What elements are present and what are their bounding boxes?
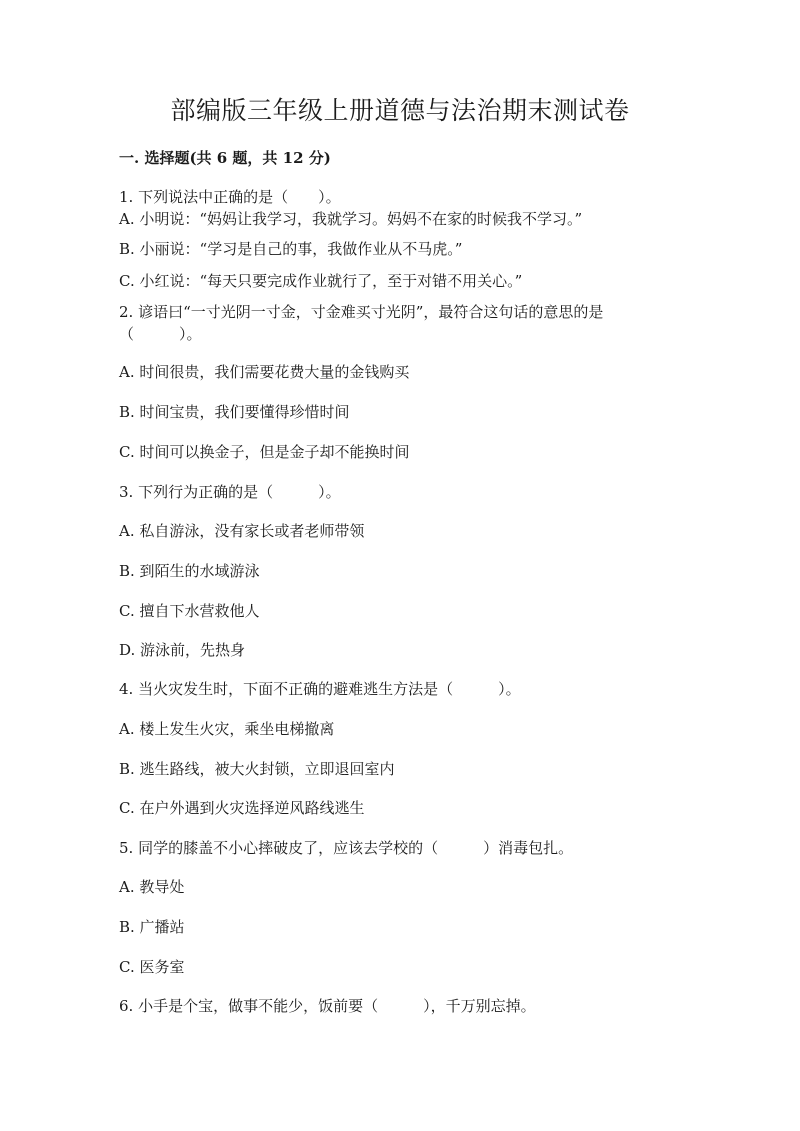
question-1-option-a: A. 小明说：“妈妈让我学习，我就学习。妈妈不在家的时候我不学习。”	[119, 210, 583, 228]
question-5-stem: 5. 同学的膝盖不小心摔破皮了，应该去学校的（ ）消毒包扎。	[119, 839, 574, 857]
question-3-option-b: B. 到陌生的水域游泳	[119, 562, 260, 580]
question-2-stem-continued: （ ）。	[119, 325, 202, 343]
question-5-option-c: C. 医务室	[119, 958, 185, 976]
question-4-option-c: C. 在户外遇到火灾选择逆风路线逃生	[119, 799, 365, 817]
question-4-option-b: B. 逃生路线，被大火封锁，立即退回室内	[119, 760, 395, 778]
question-2-stem: 2. 谚语曰“一寸光阴一寸金，寸金难买寸光阴”，最符合这句话的意思的是	[119, 303, 604, 321]
question-5-option-b: B. 广播站	[119, 918, 185, 936]
question-1-stem: 1. 下列说法中正确的是（ ）。	[119, 188, 341, 206]
question-2-option-b: B. 时间宝贵，我们要懂得珍惜时间	[119, 403, 350, 421]
question-1-option-c: C. 小红说：“每天只要完成作业就行了，至于对错不用关心。”	[119, 272, 523, 290]
question-3-option-d: D. 游泳前，先热身	[119, 641, 246, 659]
question-2-option-a: A. 时间很贵，我们需要花费大量的金钱购买	[119, 363, 410, 381]
question-1-option-b: B. 小丽说：“学习是自己的事，我做作业从不马虎。”	[119, 240, 463, 258]
section-heading: 一. 选择题(共 6 题，共 12 分)	[119, 149, 331, 167]
question-3-option-a: A. 私自游泳，没有家长或者老师带领	[119, 522, 365, 540]
question-2-option-c: C. 时间可以换金子，但是金子却不能换时间	[119, 443, 410, 461]
question-5-option-a: A. 教导处	[119, 878, 185, 896]
question-6-stem: 6. 小手是个宝，做事不能少，饭前要（ ），千万别忘掉。	[119, 997, 536, 1015]
page-title: 部编版三年级上册道德与法治期末测试卷	[170, 96, 630, 125]
question-3-stem: 3. 下列行为正确的是（ ）。	[119, 483, 341, 501]
question-4-stem: 4. 当火灾发生时，下面不正确的避难逃生方法是（ ）。	[119, 680, 521, 698]
question-4-option-a: A. 楼上发生火灾，乘坐电梯撤离	[119, 720, 335, 738]
question-3-option-c: C. 擅自下水营救他人	[119, 602, 260, 620]
